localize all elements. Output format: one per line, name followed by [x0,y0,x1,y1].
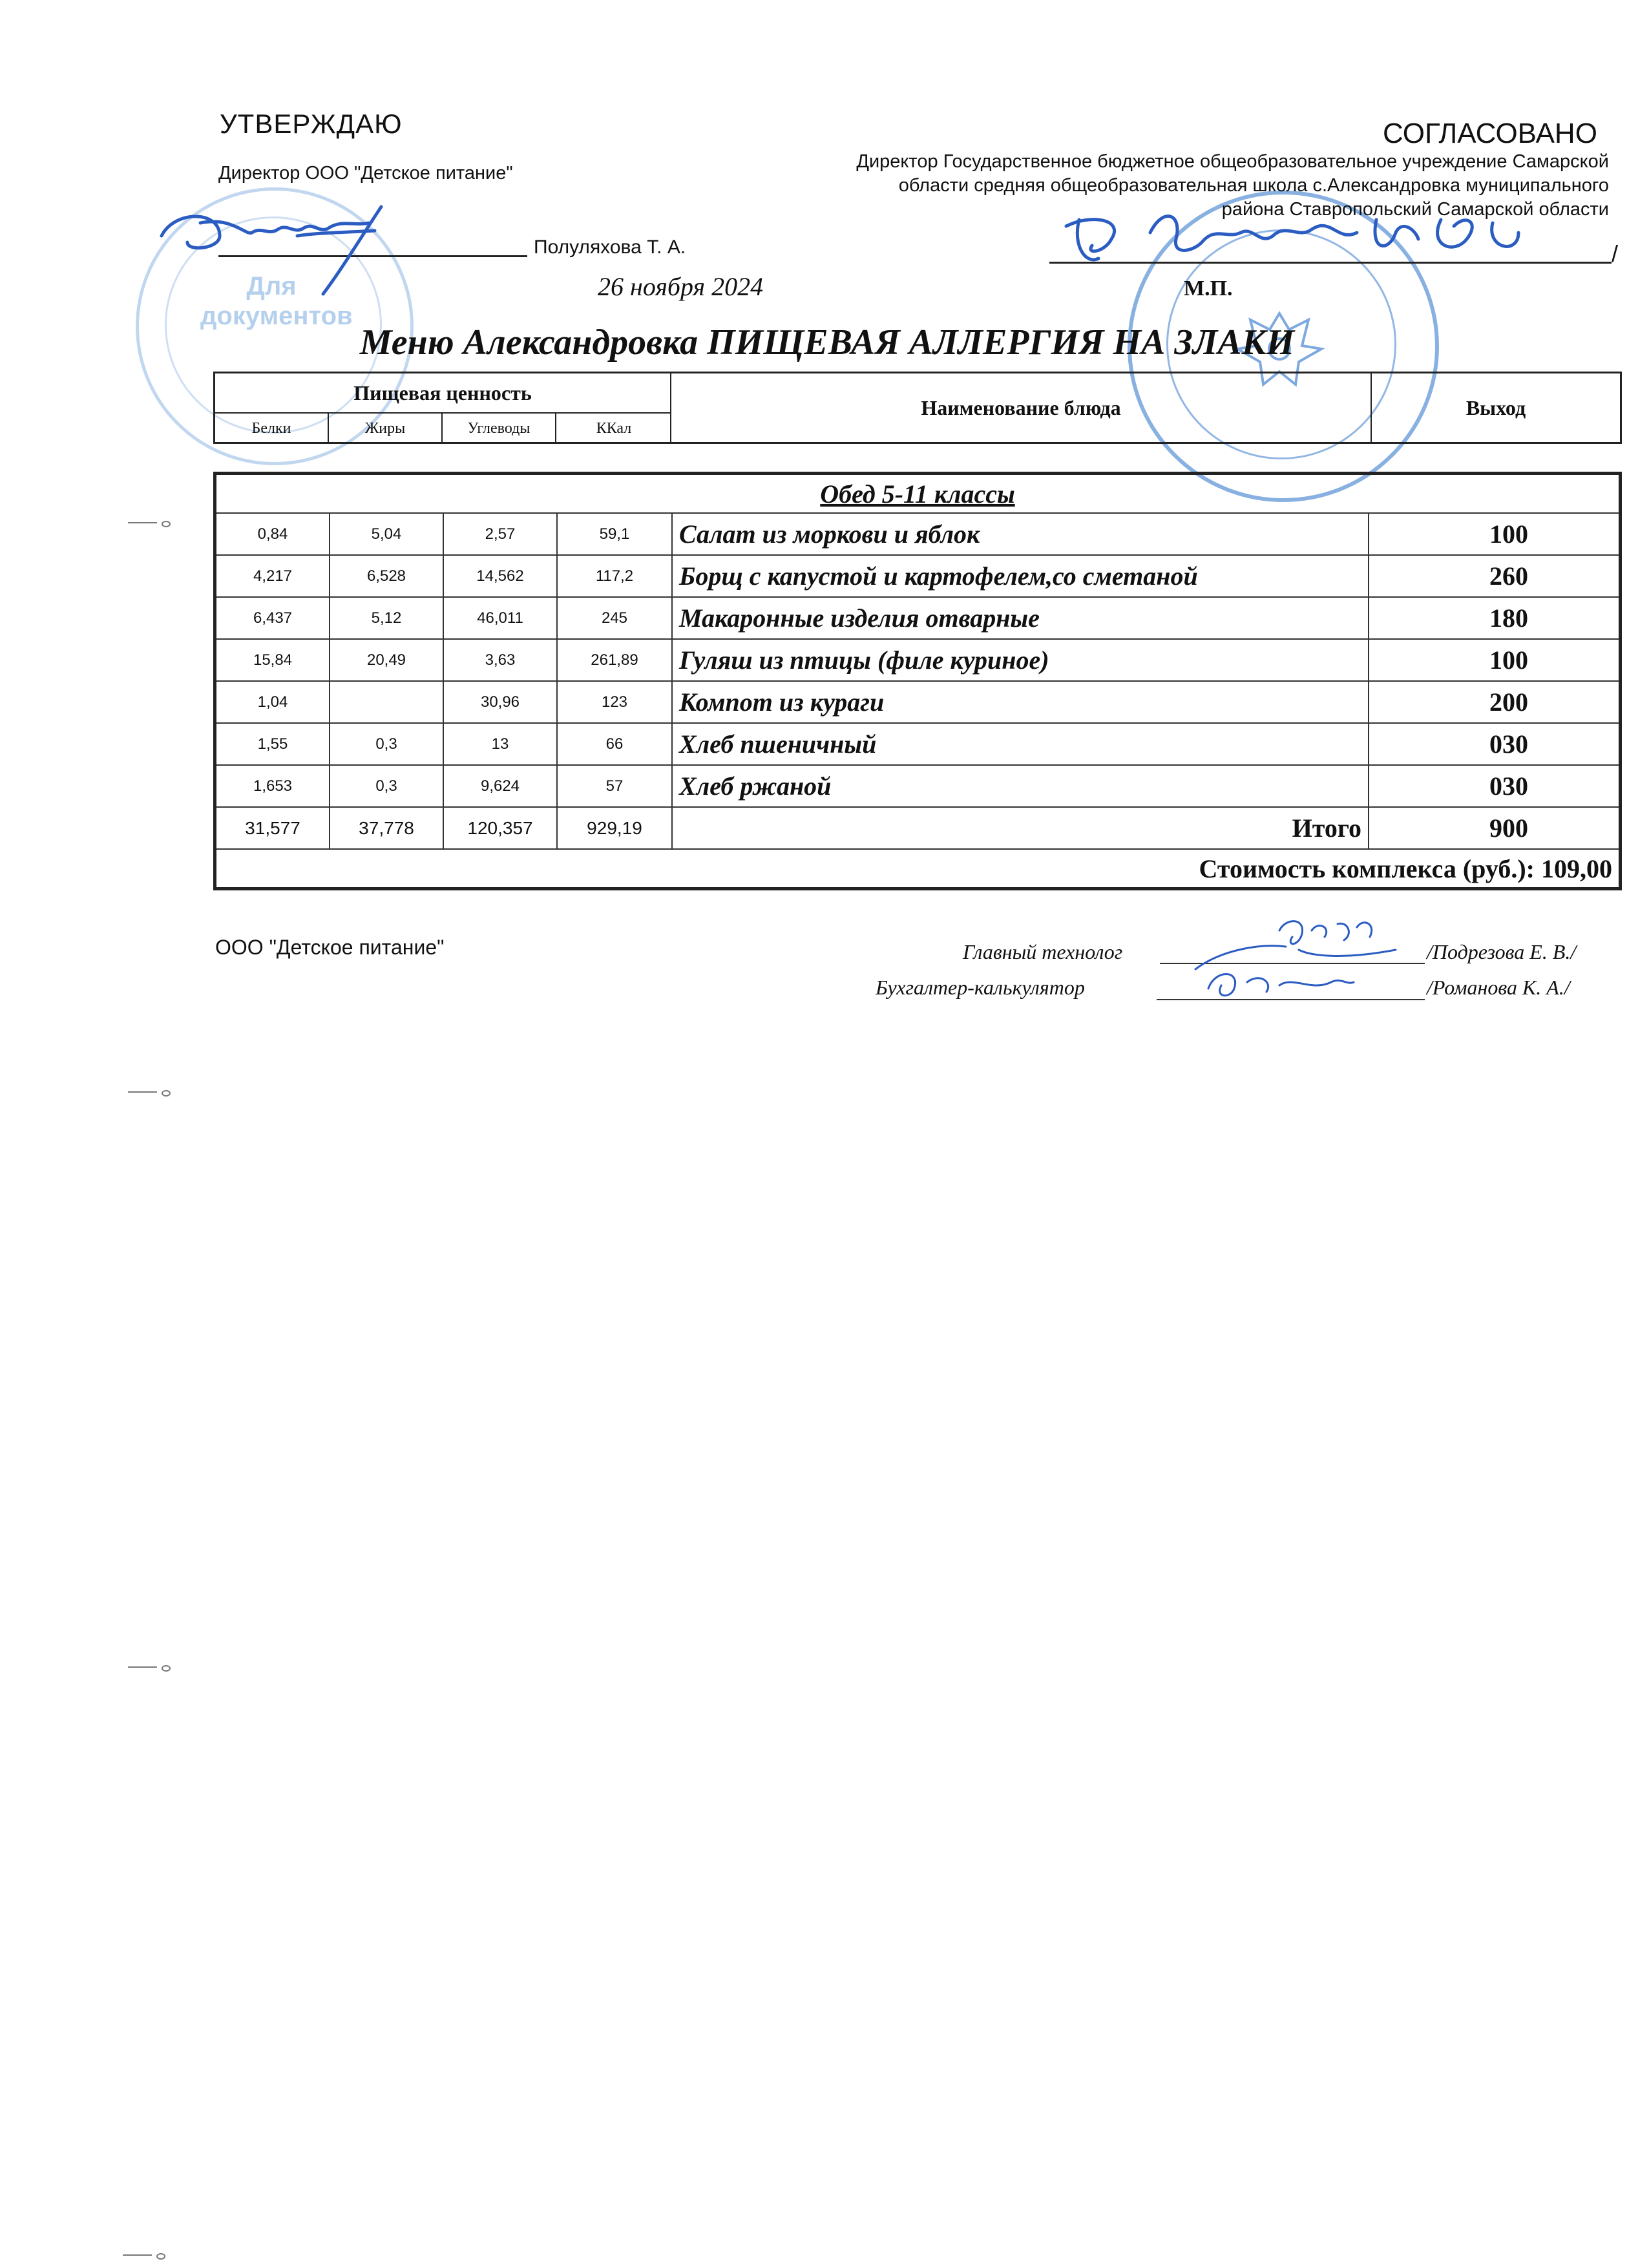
fat-cell: 5,12 [330,598,444,638]
output-cell: 030 [1489,730,1528,759]
scan-mark [128,521,173,525]
header-carbs: Углеводы [443,414,556,444]
approve-signature-line [218,255,527,257]
output-cell: 260 [1489,562,1528,591]
kcal-cell: 245 [558,598,673,638]
accountant-name: /Романова К. А./ [1427,976,1570,999]
scan-mark [123,2253,168,2257]
accountant-signature-line [1157,999,1425,1000]
carbs-cell: 2,57 [444,514,558,554]
protein-cell: 15,84 [216,640,330,680]
scan-mark [128,1665,173,1669]
kcal-cell: 123 [558,682,673,722]
scan-mark [128,1090,173,1094]
approve-date: 26 ноября 2024 [598,272,764,301]
carbs-cell: 14,562 [444,556,558,596]
table-row [216,724,1619,766]
total-protein: 31,577 [216,808,330,848]
header-nutrition: Пищевая ценность [215,373,671,414]
technologist-name: /Подрезова Е. В./ [1427,940,1577,963]
left-seal-text: Для документов [200,272,353,330]
carbs-cell: 3,63 [444,640,558,680]
header-kcal: ККал [596,420,632,437]
carbs-cell: 30,96 [444,682,558,722]
agree-title: СОГЛАСОВАНО [1383,118,1597,149]
agree-slash: / [1612,240,1619,267]
header-output: Выход [1465,395,1526,419]
kcal-cell: 59,1 [558,514,673,554]
fat-cell: 0,3 [330,766,444,806]
total-label: Итого [673,808,1369,848]
protein-cell: 1,653 [216,766,330,806]
carbs-cell: 9,624 [444,766,558,806]
dish-name-cell: Борщ с капустой и картофелем,со сметаной [673,556,1369,596]
dish-name-cell: Хлеб пшеничный [673,724,1369,764]
header-fat: Жиры [329,414,443,444]
table-row [216,556,1619,598]
dish-name-cell: Салат из моркови и яблок [673,514,1369,554]
output-cell: 030 [1489,772,1528,801]
kcal-cell: 117,2 [558,556,673,596]
protein-cell: 4,217 [216,556,330,596]
section-label: Обед 5-11 классы [820,479,1015,509]
carbs-cell: 13 [444,724,558,764]
table-row [216,514,1619,556]
total-carbs: 120,357 [444,808,558,848]
table-row [216,640,1619,682]
fat-cell: 0,3 [330,724,444,764]
fat-cell: 20,49 [330,640,444,680]
approve-role: Директор ООО "Детское питание" [218,163,513,184]
agree-role-line: района Ставропольский Самарской области [1221,199,1609,220]
dish-name-cell: Макаронные изделия отварные [673,598,1369,638]
dish-name-cell: Гуляш из птицы (филе куриное) [673,640,1369,680]
output-cell: 100 [1489,646,1528,675]
technologist-signature [1182,911,1428,982]
approve-title: УТВЕРЖДАЮ [220,109,403,139]
header-nutrition-columns [215,414,671,444]
kcal-cell: 261,89 [558,640,673,680]
technologist-label: Главный технолог [963,940,1123,963]
table-header [213,372,1622,444]
output-cell: 200 [1489,688,1528,717]
total-fat: 37,778 [330,808,444,848]
kcal-cell: 57 [558,766,673,806]
dish-name-cell: Хлеб ржаной [673,766,1369,806]
protein-cell: 1,55 [216,724,330,764]
total-output: 900 [1489,814,1528,843]
agree-role-line: области средняя общеобразовательная школа с.Александровка муниципального [898,175,1609,196]
technologist-signature-line [1160,963,1425,964]
menu-table [213,472,1622,890]
menu-title: Меню Александровка ПИЩЕВАЯ АЛЛЕРГИЯ НА ЗЛАКИ [359,322,1295,362]
agree-role-line: Директор Государственное бюджетное общеобразовательное учреждение Самарской [856,151,1609,172]
output-cell: 180 [1489,604,1528,633]
protein-cell: 1,04 [216,682,330,722]
accountant-signature [1202,963,1357,1002]
approve-name: Полуляхова Т. А. [534,236,686,258]
stamp-place-label: М.П. [1184,277,1233,300]
dish-name-cell: Компот из кураги [673,682,1369,722]
header-dish-name: Наименование блюда [671,373,1372,442]
fat-cell: 6,528 [330,556,444,596]
table-row [216,766,1619,808]
header-protein: Белки [215,414,329,444]
total-kcal: 929,19 [558,808,673,848]
table-row [216,682,1619,724]
output-cell: 100 [1489,520,1528,549]
table-row [216,598,1619,640]
cost-row: Стоимость комплекса (руб.): 109,00 [1199,854,1612,883]
kcal-cell: 66 [558,724,673,764]
footer-org: ООО "Детское питание" [215,936,445,959]
protein-cell: 6,437 [216,598,330,638]
section-row [216,475,1619,514]
agree-role [801,150,1609,222]
total-row [216,808,1619,850]
fat-cell: 5,04 [330,514,444,554]
carbs-cell: 46,011 [444,598,558,638]
agree-signature-line [1049,262,1612,264]
accountant-label: Бухгалтер-калькулятор [876,976,1085,999]
fat-cell [330,682,444,722]
protein-cell: 0,84 [216,514,330,554]
